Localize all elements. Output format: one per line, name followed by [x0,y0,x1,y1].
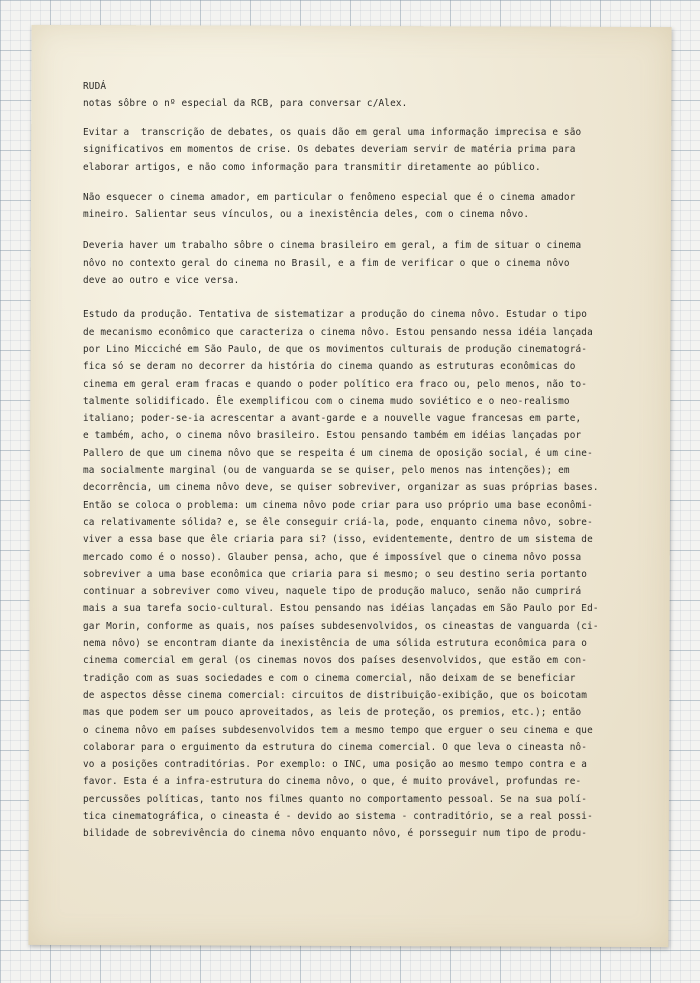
paragraph-4-line: ca relativamente sólida? e, se êle conseguir criá-la, pode, enquanto cinema nôvo, sobre- [83,516,593,528]
paragraph-4-line: colaborar para o erguimento da estrutura do cinema comercial. O que leva o cineasta nô- [83,741,588,753]
paragraph-4-line: viver a essa base que êle criaria para si? (isso, evidentemente, dentro de um sistema de [83,534,593,546]
paragraph-4-line: percussões políticas, tanto nos filmes quanto no comportamento pessoal. Se na sua polí- [83,793,588,805]
paragraph-4-line: Pallero de que um cinema nôvo que se respeita é um cinema de oposição social, é um cine- [83,447,593,459]
paragraph-2-line: mineiro. Salientar seus vínculos, ou a inexistência deles, com o cinema nôvo. [83,209,530,221]
paragraph-4-line: vo a posições contraditórias. Por exemplo: o INC, uma posição ao mesmo tempo contra e a [83,759,588,771]
paragraph-4-line: Estudo da produção. Tentativa de sistematizar a produção do cinema nôvo. Estudar o tipo [83,309,588,321]
paragraph-2-line: Não esquecer o cinema amador, em particular o fenômeno especial que é o cinema amador [83,191,576,203]
paragraph-4-line: decorrência, um cinema nôvo deve, se quiser sobreviver, organizar as suas próprias bases. [83,482,599,494]
paragraph-4-line: cinema em geral eram fracas e quando o poder político era fraco ou, pelo menos, não to- [83,378,588,390]
paragraph-4-line: por Lino Micciché em São Paulo, de que os movimentos culturais de produção cinematográ- [83,343,588,355]
paragraph-4-line: de mecanismo econômico que caracteriza o cinema nôvo. Estou pensando nessa idéia lançada [83,326,593,338]
paragraph-3-line: Deveria haver um trabalho sôbre o cinema brasileiro em geral, a fim de situar o cinema [83,240,582,252]
paragraph-3-line: deve ao outro e vice versa. [83,275,240,287]
paragraph-4-line: favor. Esta é a infra-estrutura do cinema nôvo, o que, é muito provável, profundas re- [83,776,582,788]
paragraph-4-line: sobreviver a uma base econômica que criaria para si mesmo; o seu destino seria portanto [83,568,588,580]
paragraph-4-line: fica só se deram no decorrer da história do cinema quando as estruturas econômicas do [83,361,576,373]
paragraph-4-line: mas que podem ser um pouco aproveitados, as leis de proteção, os premios, etc.); então [83,707,582,719]
paragraph-4-line: mais a sua tarefa socio-cultural. Estou pensando nas idéias lançadas em São Paulo por Ed- [83,603,599,615]
paragraph-1-line: significativos em momentos de crise. Os debates deveriam servir de matéria prima para [83,144,576,156]
paragraph-4-line: italiano; poder-se-ia acrescentar a avant-garde e a nouvelle vague francesas em parte, [83,413,582,425]
paragraph-4-line: o cinema nôvo em países subdesenvolvidos tem a mesmo tempo que erguer o seu cinema e que [83,724,593,736]
paragraph-1-line: Evitar a transcrição de debates, os quais dão em geral uma informação imprecisa e são [83,127,582,138]
paragraph-4-line: tradição com as suas sociedades e com o cinema comercial, não deixam de se beneficiar [83,672,576,684]
paragraph-4-line: mercado como é o nosso). Glauber pensa, acho, que é impossível que o cinema nôvo possa [83,551,582,563]
paragraph-4-line: tica cinematográfica, o cineasta é - devido ao sistema - contraditório, se a real possi- [83,810,593,822]
paragraph-4-line: bilidade de sobrevivência do cinema nôvo enquanto nôvo, é porsseguir num tipo de produ- [83,828,588,840]
paragraph-4-line: Então se coloca o problema: um cinema nôvo pode criar para uso próprio uma base econômi- [83,499,593,511]
paragraph-4-line: cinema comercial em geral (os cinemas novos dos países desenvolvidos, que estão em con- [83,655,588,667]
typewritten-text [83,78,663,843]
paragraph-4-line: nema nôvo) se encontram diante da inexistência de uma sólida estrutura econômica para o [83,638,588,650]
paragraph-1-line: elaborar artigos, e não como informação para transmitir diretamente ao público. [83,161,541,173]
paragraph-4-line: ma socialmente marginal (ou de vanguarda se se quiser, pelo menos nas intenções); em [83,465,570,477]
document-subheader: notas sôbre o nº especial da RCB, para conversar c/Alex. [83,98,408,109]
paragraph-4-line: continuar a sobreviver como viveu, naquele tipo de produção maluco, senão não cumprirá [83,586,582,598]
paragraph-4-line: e também, acho, o cinema nôvo brasileiro. Estou pensando também em idéias lançadas por [83,430,582,442]
paragraph-4-line: talmente solidificado. Êle exemplificou com o cinema mudo soviético e o neo-realismo [83,395,570,407]
paragraph-4-line: gar Morin, conforme as quais, nos países subdesenvolvidos, os cineastas de vanguarda (ci- [83,620,599,632]
document-header: RUDÁ [83,81,107,92]
paragraph-3-line: nôvo no contexto geral do cinema no Brasil, e a fim de verificar o que o cinema nôvo [83,257,570,269]
paragraph-4-line: de aspectos dêsse cinema comercial: circuitos de distribuição-exibição, que os boicotam [83,689,588,701]
